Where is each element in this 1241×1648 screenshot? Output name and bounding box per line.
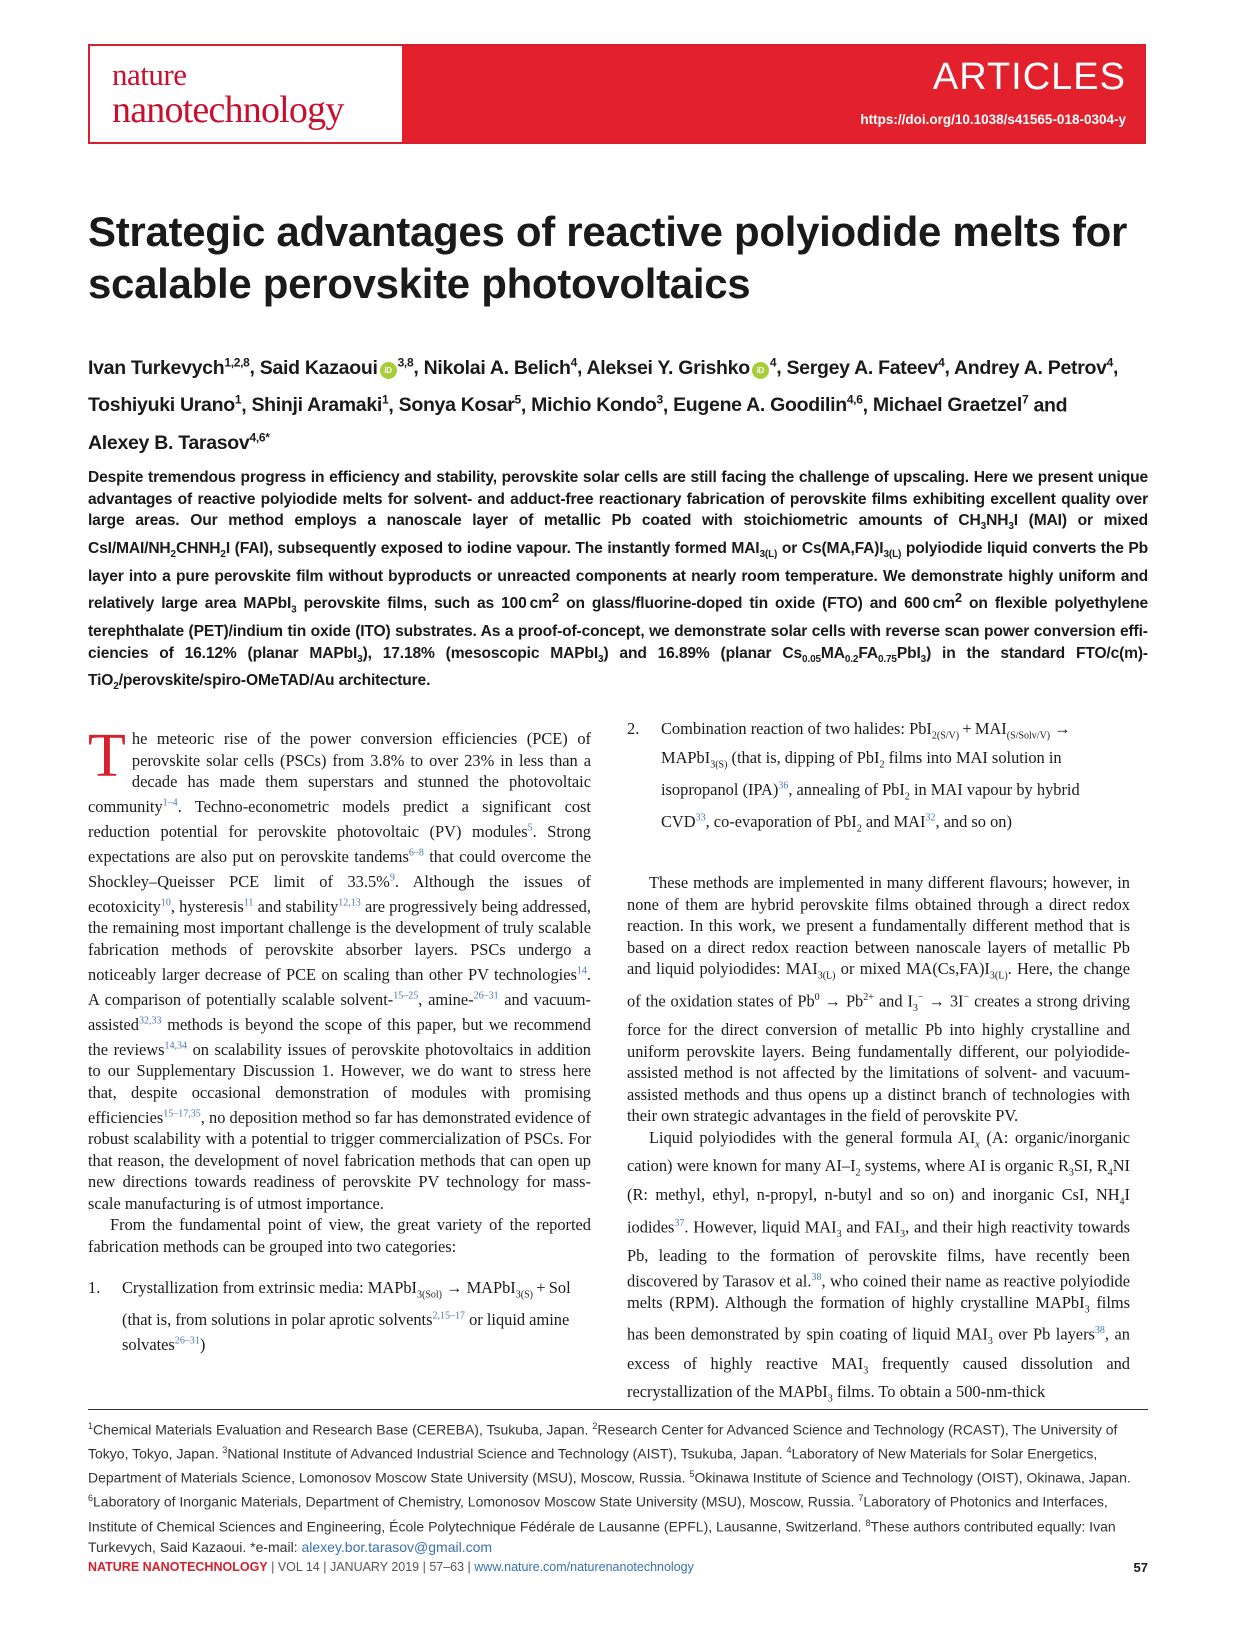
footnote-rule — [88, 1409, 1148, 1410]
author-name[interactable]: Shinji Aramaki$^1$ — [251, 392, 389, 416]
author-name[interactable]: Toshiyuki Urano$^1$ — [88, 392, 242, 416]
author-affiliation: 4 — [1106, 355, 1114, 369]
author-affiliation: 5 — [514, 392, 521, 407]
paragraph: From the fundamental point of view, the great variety of the reported fabrication methods can be grouped into two categories: — [88, 1215, 591, 1256]
drop-cap: T — [88, 722, 126, 790]
author-name[interactable]: Sonya Kosar$^5$ — [398, 392, 521, 416]
author-affiliation: 7 — [1021, 392, 1029, 407]
list-number: 1. — [88, 1278, 101, 1298]
doi-link[interactable]: https://doi.org/10.1038/s41565-018-0304-y — [860, 112, 1126, 127]
orcid-icon[interactable]: iD — [752, 362, 769, 379]
author-name[interactable]: Aleksei Y. Grishko $iD^4$ — [586, 355, 777, 379]
author-affiliation: 1 — [234, 392, 242, 407]
orcid-icon[interactable]: iD — [380, 362, 397, 379]
author-name[interactable]: Said Kazaoui iD$^{3,8}$ — [259, 355, 414, 379]
list-item — [88, 1277, 591, 1356]
logo-line-2: nanotechnology — [112, 89, 344, 131]
paragraph: These methods are implemented in many different flavours; however, in none of them are hybrid perovskite films obtained through a direct redox reaction. In this work, we present a fundamentally different method that is based on a direct redox reaction between nanoscale layers of metallic Pb and liquid polyiodides: $MAI_{3(L)}$ or mixed $MA(Cs,FA)I_{3(L)}$. Here, the change of the oxidation states of $Pb^0 \to Pb^{2+}$ and $I_3^- \to 3I^-$ creates a strong driving force for the direct conversion of metallic Pb into highly crystalline and uniform perovskite layers. Being fundamentally different, our polyiodide-assisted method is not affected by the limitations of solvent- and vacuum-assisted methods and thus opens up a distinct branch of technologies with their own strategic advantages in the field of perovskite PV. — [627, 873, 1130, 1126]
body-column-right — [627, 719, 1131, 1410]
logo-line-1: nature — [112, 57, 187, 92]
author-affiliation: 3,8 — [397, 355, 414, 369]
author-affiliation: 4 — [938, 355, 945, 369]
author-list: Ivan Turkevych$^{1,2,8}$, Said Kazaoui iD$^{3,8}$, Nikolai A. Belich$^4$, Aleksei Y. Grishko $iD^4$, Sergey A. Fateev$^4$, Andrey A. Petrov$^4$, Toshiyuki Urano$^1$, Shinji Aramaki$^1$, Sonya Kosar$^5$, Michio Kondo$^3$, Eugene A. Goodilin$^{4,6}$, Michael Graetzel$^7$ and Alexey B. Tarasov$^{4,6*}$ — [88, 355, 1119, 454]
author-affiliation: 3 — [656, 392, 663, 407]
footer-meta: | VOL 14 | JANUARY 2019 | 57–63 | — [267, 1560, 475, 1574]
author-name[interactable]: Ivan Turkevych$^{1,2,8}$ — [88, 355, 250, 379]
author-affiliation: 1,2,8 — [224, 355, 250, 369]
journal-logo[interactable] — [90, 46, 402, 142]
article-title: Strategic advantages of reactive polyiodide melts for scalable perovskite photovoltaics — [88, 208, 1128, 307]
author-affiliation: 1 — [382, 392, 389, 407]
paragraph: Liquid polyiodides with the general formula $AI_x$ (A: organic/inorganic cation) were known for many $AI-I_2$ systems, where AI is organic $R_3SI$, $R_4NI$ (R: methyl, ethyl, n-propyl, n-butyl and so on) and inorganic CsI, $NH_4I$ iodides$^{37}$. However, liquid $MAI_3$ and $FAI_3$, and their high reactivity towards Pb, leading to the formation of perovskite films, have recently been discovered by Tarasov et al.$^{38}$, who coined their name as reactive polyiodide melts (RPM). Although the formation of highly crystalline MAPbI$_3$ films has been demonstrated by spin coating of liquid $MAI_3$ over Pb layers$^{38}$, an excess of highly reactive $MAI_3$ frequently caused dissolution and recrystallization of the MAPbI$_3$ films. To obtain a 500-nm-thick — [627, 1127, 1131, 1405]
article-type-banner — [402, 46, 1144, 142]
abstract: Despite tremendous progress in efficiency and stability, perovskite solar cells are still facing the challenge of upscaling. Here we present unique advantages of reactive polyiodide melts for solvent- and adduct-free reactionary fabrication of perovskite films exhibiting excellent quality over large areas. Our method employs a nanoscale layer of metallic Pb coated with stoichiometric amounts of $CH_3NH_3I$ (MAI) or mixed CsI/$MAI/NH_2CHNH_2I$ (FAI), subsequently exposed to iodine vapour. The instantly formed $MAI_{3(L)}$ or $Cs(MA,FA)I_{3(L)}$ polyiodide liquid converts the Pb layer into a pure perovskite film without byproducts or unreacted components at nearly room temperature. We demonstrate highly uniform and relatively large area MAPbI$_3$ perovskite films, such as 100 $cm^2$ on glass/fluorine-doped tin oxide (FTO) and 600 $cm^2$ on flexible polyethylene terephthalate (PET)/indium tin oxide (ITO) substrates. As a proof-of-concept, we demonstrate solar cells with reverse scan power conversion efficiencies of 16.12% (planar MAPbI$_3$), 17.18% (mesoscopic MAPbI$_3$) and 16.89% (planar $Cs_{0.05}MA_{0.2}FA_{0.75}PbI_3$) in the standard FTO/c(m)-TiO$_2$/perovskite/spiro-OMeTAD/Au architecture. — [88, 469, 1149, 693]
list-item-text: Combination reaction of two halides: $PbI_{2(S/V)} + MAI_{(S/Solv/V)}$ → MAPbI$_{3(S)}$ (that is, dipping of PbI$_2$ films into MAI solution in isopropanol (IPA)$^{36}$, annealing of PbI$_2$ in MAI vapour by hybrid CVD$^{33}$, co-evaporation of PbI$_2$ and MAI$^{32}$, and so on) — [661, 719, 1080, 835]
author-name[interactable]: Alexey B. Tarasov$^{4,6*}$ — [88, 430, 270, 454]
author-affiliation: 4,6* — [249, 430, 270, 444]
author-affiliation: 4 — [769, 355, 777, 369]
list-item-text: Crystallization from extrinsic media: MAPbI$_{3(Sol)}$ → MAPbI$_{3(S)}$ + Sol (that is, from solutions in polar aprotic solvents$^{2,15-17}$ or liquid amine solvates$^{26-31}$) — [122, 1278, 571, 1355]
page-footer — [88, 1560, 1148, 1580]
body-column-left — [88, 722, 591, 1356]
page-number: 57 — [1133, 1560, 1148, 1575]
author-name[interactable]: Andrey A. Petrov$^4$ — [953, 355, 1114, 379]
affiliations-footnote: $^1$Chemical Materials Evaluation and Research Base (CEREBA), Tsukuba, Japan. $^2$Research Center for Advanced Science and Technology (RCAST), The University of Tokyo, Tokyo, Japan. $^3$National Institute of Advanced Industrial Science and Technology (AIST), Tsukuba, Japan. $^4$Laboratory of New Materials for Solar Energetics, Department of Materials Science, Lomonosov Moscow State University (MSU), Moscow, Russia. $^5$Okinawa Institute of Science and Technology (OIST), Okinawa, Japan. $^6$Laboratory of Inorganic Materials, Department of Chemistry, Lomonosov Moscow State University (MSU), Moscow, Russia. $^7$Laboratory of Photonics and Interfaces, Institute of Chemical Sciences and Engineering, École Polytechnique Fédérale de Lausanne (EPFL), Lausanne, Switzerland. $^8$These authors contributed equally: Ivan Turkevych, Said Kazaoui. *e-mail: alexey.bor.tarasov@gmail.com — [88, 1421, 1131, 1555]
author-affiliation: 4 — [570, 355, 577, 369]
intro-text: he meteoric rise of the power conversion efficiencies (PCE) of perovskite solar cells (PSCs) from 3.8% to over 23% in less than a decade has made them superstars and stunned the photovoltaic community$^{1-4}$. Techno-econometric models predict a significant cost reduction potential for perovskite photovoltaic (PV) modules$^5$. Strong expectations are also put on perovskite tandems$^{6-8}$ that could overcome the Shockley–Queisser PCE limit of 33.5%$^9$. Although the issues of ecotoxicity$^{10}$, hysteresis$^{11}$ and stability$^{12,13}$ are progressively being addressed, the remaining most important challenge is the development of truly scalable fabrication methods of perovskite absorber layers. PSCs undergo a noticeably larger decrease of PCE on scaling than other PV technologies$^{14}$. A comparison of potentially scalable solvent-$^{15-25}$, amine-$^{26-31}$ and vacuum-assisted$^{32,33}$ methods is beyond the scope of this paper, but we recommend the reviews$^{14,34}$ on scalability issues of perovskite photovoltaics in addition to our Supplementary Discussion 1. However, we do want to stress here that, despite occasional demonstration of modules with promising efficiencies$^{15-17,35}$, no deposition method so far has demonstrated evidence of robust scalability with a potential to trigger commercialization of PSCs. For that reason, the development of novel fabrication methods that can open up new directions towards readiness of perovskite PV technology for mass-scale manufacturing is of utmost importance. — [88, 729, 591, 1213]
list-number: 2. — [627, 719, 640, 738]
list-item — [627, 718, 1130, 840]
author-name[interactable]: Nikolai A. Belich$^4$ — [423, 355, 577, 379]
author-name[interactable]: Michio Kondo$^3$ — [531, 392, 663, 416]
author-name[interactable]: Eugene A. Goodilin$^{4,6}$ — [673, 392, 863, 416]
author-affiliation: 4,6 — [846, 392, 863, 407]
intro-paragraph — [88, 722, 591, 1214]
author-name[interactable]: Sergey A. Fateev$^4$ — [786, 355, 945, 379]
footer-url[interactable]: www.nature.com/naturenanotechnology — [474, 1560, 694, 1574]
journal-header — [88, 44, 1146, 144]
author-name[interactable]: Michael Graetzel$^7$ — [872, 392, 1029, 416]
footer-journal: NATURE NANOTECHNOLOGY — [88, 1560, 268, 1574]
article-type: ARTICLES — [932, 56, 1126, 98]
